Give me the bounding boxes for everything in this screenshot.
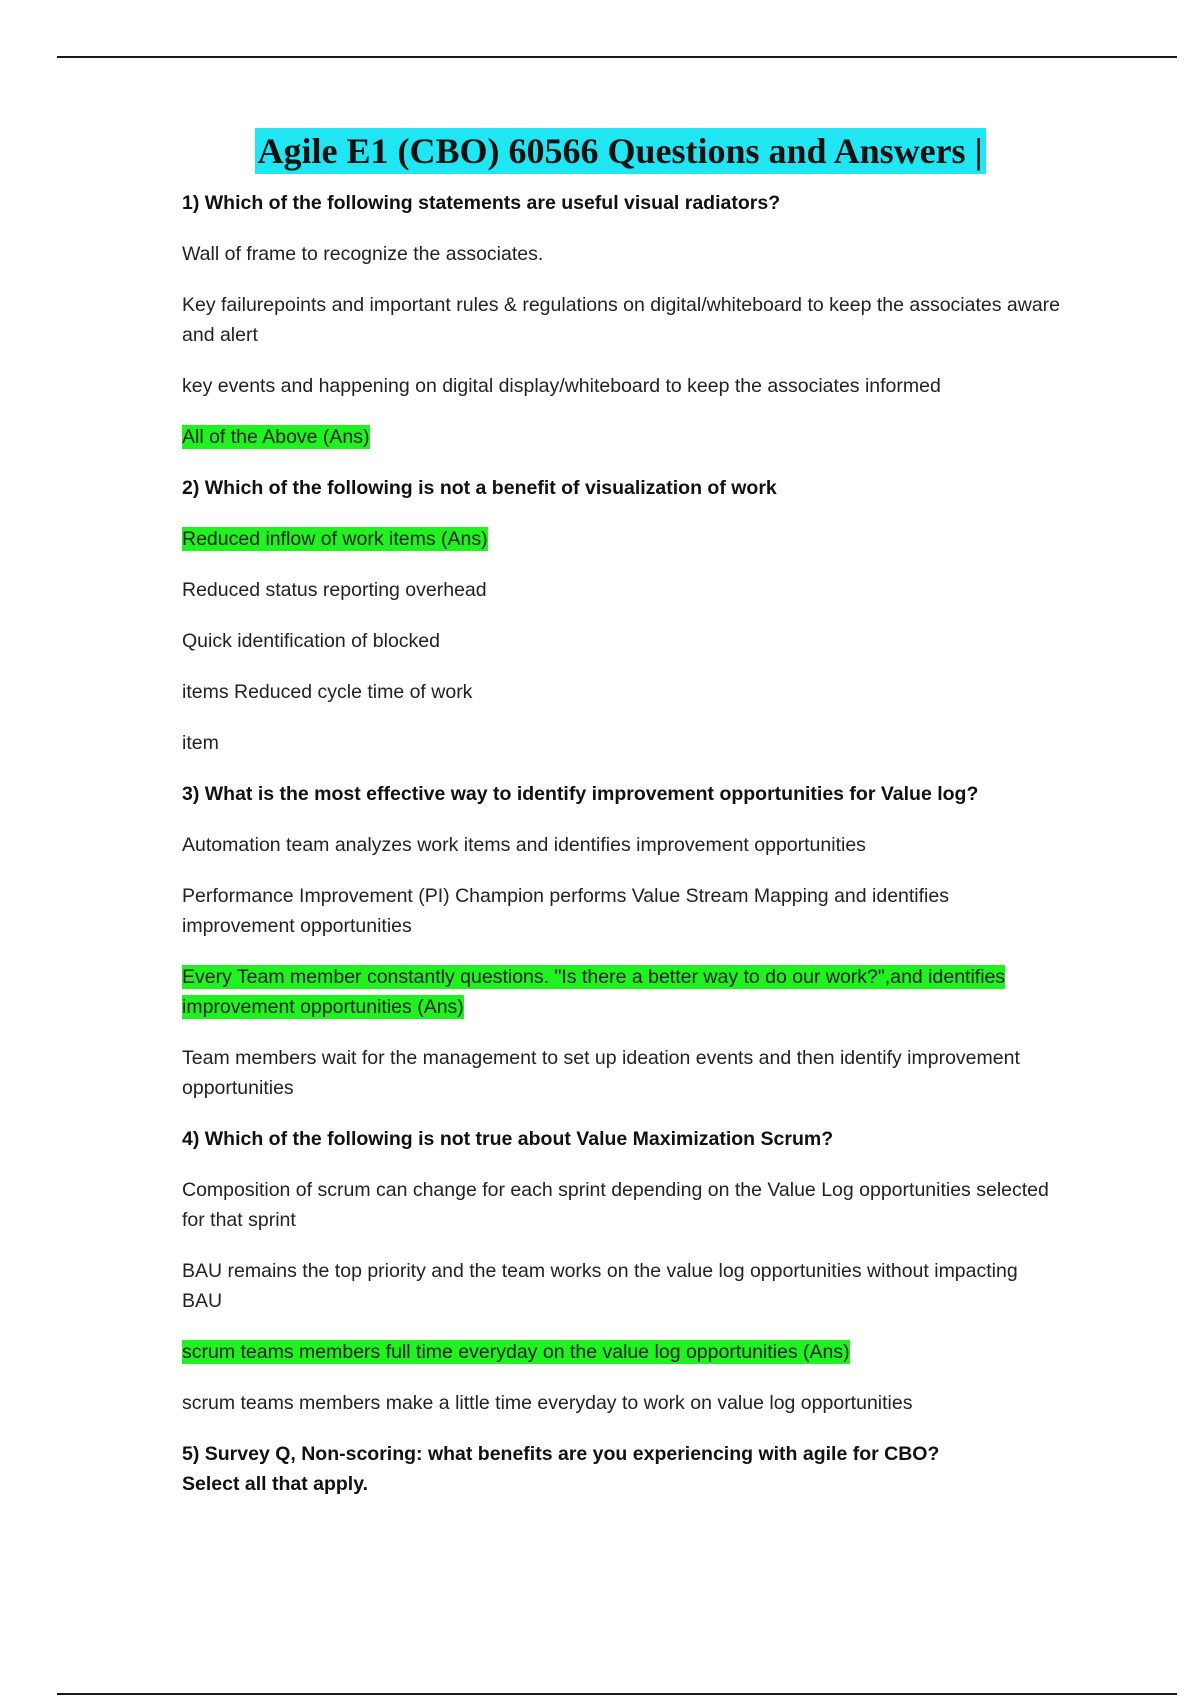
q1-option-3: key events and happening on digital display/whiteboard to keep the associates informed bbox=[182, 375, 941, 397]
q3-answer: Every Team member constantly questions. "Is there a better way to do our work?",and identifies improvement opportunities (Ans) bbox=[182, 966, 1006, 1018]
question-1: 1) Which of the following statements are useful visual radiators? bbox=[182, 192, 781, 214]
top-rule bbox=[57, 56, 1177, 58]
q4-option-4: scrum teams members make a little time everyday to work on value log opportunities bbox=[182, 1392, 913, 1414]
q2-option-4: items Reduced cycle time of work bbox=[182, 681, 473, 703]
q4-option-2: BAU remains the top priority and the team works on the value log opportunities without impacting BAU bbox=[182, 1260, 1018, 1312]
q3-option-4: Team members wait for the management to set up ideation events and then identify improvement opportunities bbox=[182, 1047, 1020, 1099]
q3-option-2: Performance Improvement (PI) Champion performs Value Stream Mapping and identifies improvement opportunities bbox=[182, 885, 949, 937]
q3-option-1: Automation team analyzes work items and identifies improvement opportunities bbox=[182, 834, 866, 856]
bottom-rule bbox=[57, 1693, 1177, 1695]
q1-answer: All of the Above (Ans) bbox=[182, 426, 370, 448]
question-4: 4) Which of the following is not true about Value Maximization Scrum? bbox=[182, 1128, 834, 1150]
q2-option-5: item bbox=[182, 732, 219, 754]
document-body bbox=[182, 188, 1062, 1520]
q1-option-1: Wall of frame to recognize the associates. bbox=[182, 243, 544, 265]
title-container bbox=[0, 128, 1200, 174]
q2-answer: Reduced inflow of work items (Ans) bbox=[182, 528, 488, 550]
q2-option-3: Quick identification of blocked bbox=[182, 630, 440, 652]
question-3: 3) What is the most effective way to identify improvement opportunities for Value log? bbox=[182, 783, 979, 805]
q4-option-1: Composition of scrum can change for each sprint depending on the Value Log opportunities selected for that sprint bbox=[182, 1179, 1049, 1231]
q2-option-2: Reduced status reporting overhead bbox=[182, 579, 487, 601]
question-2: 2) Which of the following is not a benefit of visualization of work bbox=[182, 477, 777, 499]
document-title: Agile E1 (CBO) 60566 Questions and Answers | bbox=[255, 128, 986, 174]
q1-option-2: Key failurepoints and important rules & regulations on digital/whiteboard to keep the associates aware and alert bbox=[182, 294, 1061, 346]
q4-answer: scrum teams members full time everyday on the value log opportunities (Ans) bbox=[182, 1341, 850, 1363]
question-5: 5) Survey Q, Non-scoring: what benefits are you experiencing with agile for CBO? Select all that apply. bbox=[182, 1443, 940, 1495]
